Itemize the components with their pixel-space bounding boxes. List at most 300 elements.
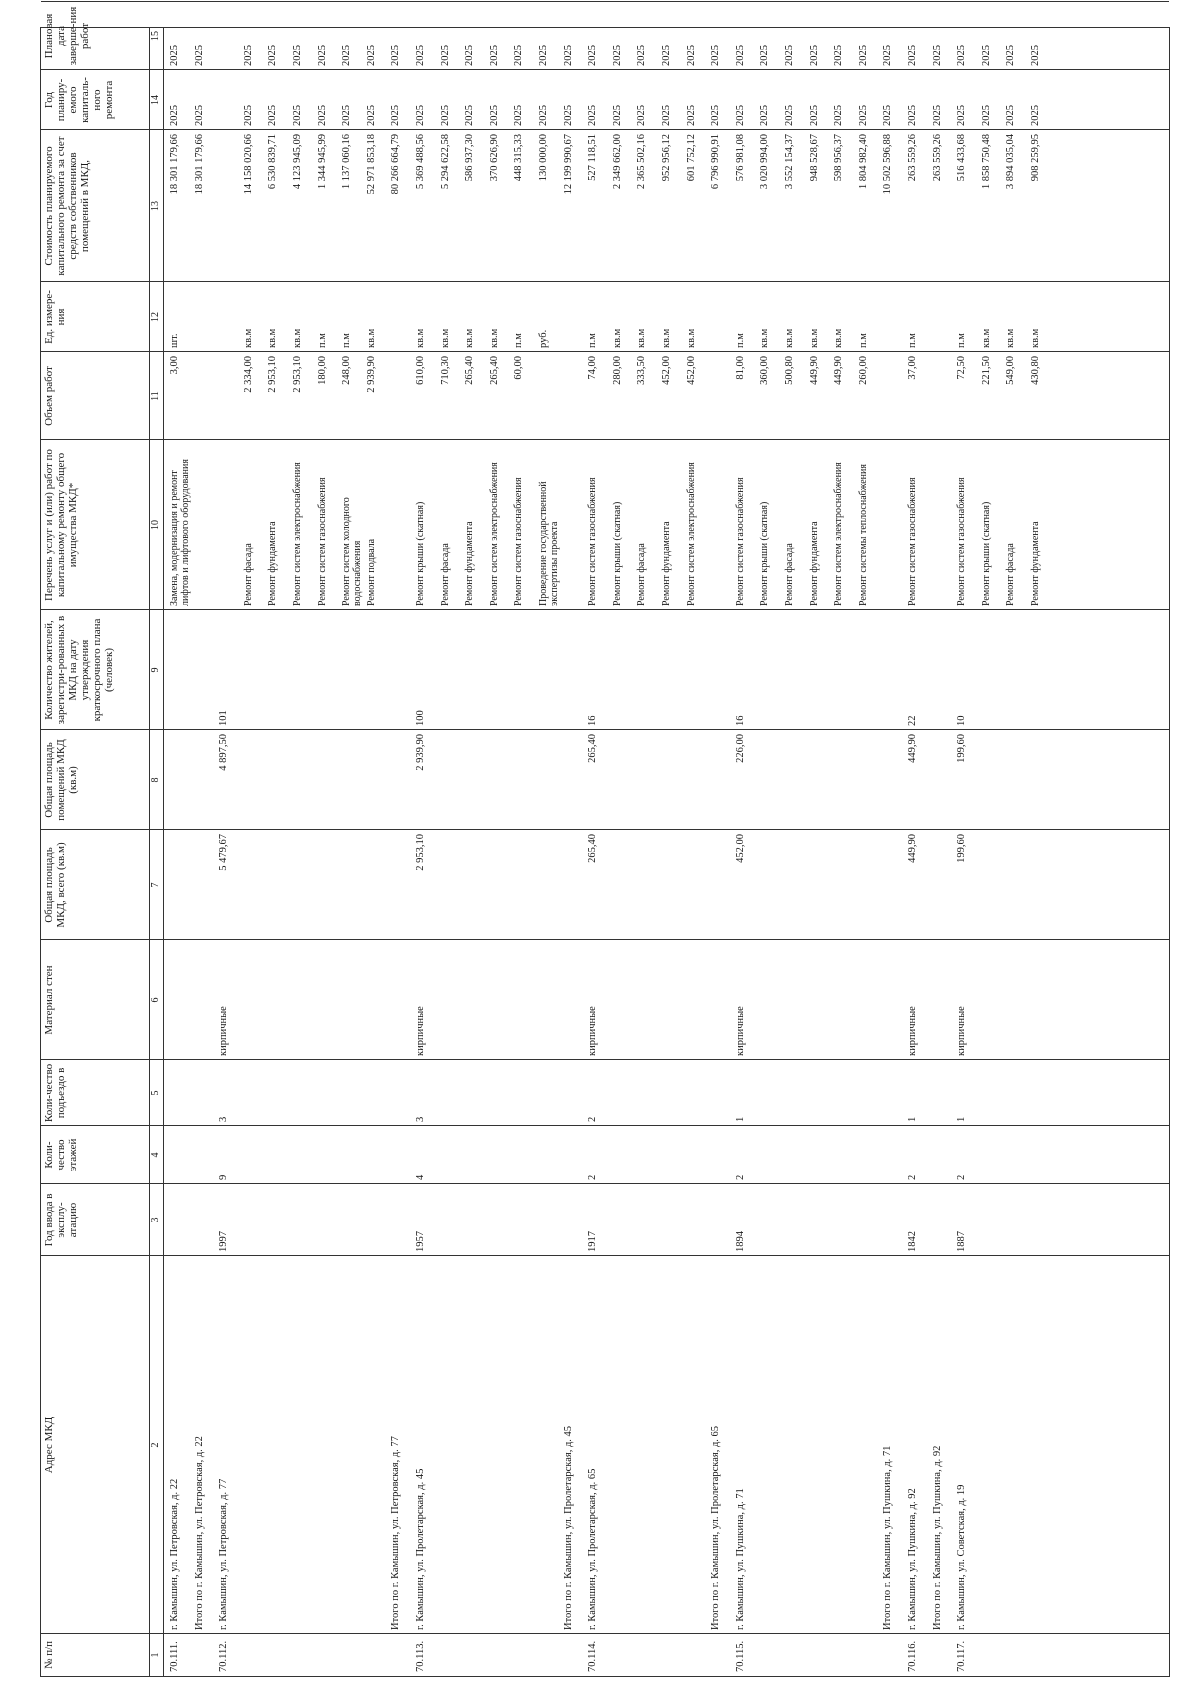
header-c2: Адрес МКД [43,1416,55,1474]
cell-c13: 448 315,33 [513,134,525,182]
header-c12: Ед. измере-ния [43,290,67,344]
header-c10: Перечень услуг и (или) работ по капитальному ремонту общего имущества МКД* [43,449,79,601]
cell-c4: 2 [734,1174,746,1180]
column-number: 10 [150,520,161,530]
column-divider [41,1125,1169,1126]
cell-c15: 2025 [710,45,722,66]
cell-c13: 12 199 990,67 [562,134,574,195]
cell-c13: 3 020 994,00 [759,134,771,190]
repair-plan-table [40,6,1170,1677]
cell-c8: 2 939,90 [415,734,426,771]
cell-c14: 2025 [980,105,992,126]
cell-c14: 2025 [734,105,746,126]
cell-c15: 2025 [242,45,254,66]
column-number: 11 [150,391,161,401]
cell-c10: Ремонт фасада [784,543,795,606]
cell-c11: 452,00 [661,356,672,385]
header-c13: Стоимость планируемого капитального ремонта за счет средств собственников помещений в МКД, [43,136,91,276]
cell-c6: кирпичные [415,1006,426,1056]
cell-c9: 16 [734,715,746,726]
cell-c15: 2025 [562,45,574,66]
cell-c2: г. Камышин, ул. Пролетарская, д. 45 [415,1468,426,1630]
header-c7: Общая площадь МКД, всего (кв.м) [43,842,67,928]
cell-c12: кв.м [242,328,254,348]
cell-c11: 2 953,10 [267,356,279,393]
cell-c12: кв.м [365,328,377,348]
cell-c11: 430,80 [1030,356,1041,385]
cell-c14: 2025 [415,105,426,126]
cell-c14: 2025 [365,105,377,126]
cell-c7: 5 479,67 [218,834,230,871]
cell-c8: 449,90 [907,734,918,763]
cell-c13: 18 301 179,66 [193,134,205,195]
cell-c11: 37,00 [907,356,918,380]
cell-c13: 1 344 945,99 [316,134,328,190]
cell-c10: Ремонт систем газоснабжения [907,477,918,606]
cell-c15: 2025 [316,45,328,66]
cell-c10: Ремонт крыши (скатная) [980,501,992,606]
cell-c13: 2 365 502,16 [636,134,648,190]
cell-c14: 2025 [833,105,845,126]
cell-c14: 2025 [956,105,968,126]
cell-c14: 2025 [193,105,205,126]
cell-c14: 2025 [169,105,180,126]
cell-c2: Итого по г. Камышин, ул. Петровская, д. 77 [390,1436,402,1630]
cell-c13: 18 301 179,66 [169,134,180,195]
cell-c13: 1 858 750,48 [980,134,992,190]
cell-c15: 2025 [1030,45,1041,66]
cell-c15: 2025 [1005,45,1017,66]
cell-c13: 576 981,08 [734,134,746,182]
cell-c12: п.м [513,333,525,348]
cell-c13: 5 294 622,58 [439,134,451,190]
cell-c13: 1 804 982,40 [857,134,869,190]
cell-c15: 2025 [390,45,402,66]
cell-c1: 70.114. [587,1640,599,1672]
header-c14: Год планиру-емого капиталь-ного ремонта [43,77,115,123]
cell-c14: 2025 [513,105,525,126]
cell-c13: 948 528,67 [808,134,820,182]
cell-c11: 221,50 [980,356,992,385]
cell-c14: 2025 [784,105,795,126]
cell-c10: Ремонт фундамента [267,521,279,606]
cell-c11: 449,90 [833,356,845,385]
cell-c11: 360,00 [759,356,771,385]
cell-c15: 2025 [784,45,795,66]
cell-c12: кв.м [759,328,771,348]
column-number: 1 [150,1652,161,1658]
cell-c10: Ремонт фундамента [464,521,476,606]
cell-c8: 226,00 [734,734,746,763]
column-divider [41,1183,1169,1184]
cell-c12: шт. [169,333,180,348]
cell-c15: 2025 [980,45,992,66]
column-divider [41,351,1169,352]
cell-c10: Ремонт фасада [636,543,648,606]
cell-c15: 2025 [833,45,845,66]
cell-c2: Итого по г. Камышин, ул. Пролетарская, д. 65 [710,1425,722,1630]
column-number: 2 [150,1442,161,1448]
cell-c11: 265,40 [488,356,500,385]
cell-c12: п.м [316,333,328,348]
cell-c14: 2025 [316,105,328,126]
cell-c12: п.м [734,333,746,348]
column-number: 7 [150,882,161,888]
header-c9: Количество жителей, зарегистри-рованных в МКД на дату утверждения краткосрочного плана (человек) [43,615,115,725]
cell-c14: 2025 [636,105,648,126]
cell-c13: 2 349 662,00 [611,134,623,190]
cell-c1: 70.117. [956,1640,968,1672]
cell-c10: Ремонт систем электроснабжения [685,462,697,606]
cell-c12: кв.м [415,328,426,348]
cell-c2: г. Камышин, ул. Петровская, д. 77 [218,1478,230,1630]
cell-c10: Замена, модернизация и ремонт лифтов и лифтового оборудования [169,459,191,606]
cell-c10: Ремонт фасада [242,543,254,606]
column-divider [41,829,1169,830]
cell-c11: 610,00 [415,356,426,385]
cell-c13: 130 000,00 [538,134,549,182]
cell-c12: кв.м [488,328,500,348]
cell-c13: 6 796 990,91 [710,134,722,190]
cell-c15: 2025 [685,45,697,66]
cell-c11: 500,80 [784,356,795,385]
cell-c12: кв.м [1030,328,1041,348]
cell-c14: 2025 [538,105,549,126]
cell-c13: 527 118,51 [587,134,599,181]
cell-c3: 1997 [218,1231,230,1252]
cell-c10: Ремонт фасада [1005,543,1017,606]
cell-c11: 2 953,10 [292,356,303,393]
cell-c14: 2025 [882,105,894,126]
cell-c8: 199,60 [956,734,968,763]
cell-c12: кв.м [980,328,992,348]
column-number: 3 [150,1217,161,1223]
cell-c1: 70.111. [169,1641,180,1672]
column-divider [41,939,1169,940]
cell-c15: 2025 [734,45,746,66]
cell-c2: Итого по г. Камышин, ул. Пушкина, д. 71 [882,1445,894,1630]
cell-c11: 2 334,00 [242,356,254,393]
cell-c14: 2025 [611,105,623,126]
cell-c14: 2025 [931,105,943,126]
column-number: 13 [150,201,161,211]
header-c4: Коли-чество этажей [43,1138,79,1172]
header-c15: Плановая дата заверше-ния работ [43,6,91,66]
cell-c10: Ремонт крыши (скатная) [415,501,426,606]
cell-c14: 2025 [857,105,869,126]
cell-c10: Ремонт фасада [439,543,451,606]
cell-c1: 70.116. [907,1640,918,1672]
cell-c12: п.м [907,333,918,348]
cell-c14: 2025 [341,105,353,126]
cell-c14: 2025 [759,105,771,126]
cell-c13: 598 956,37 [833,134,845,182]
column-number: 4 [150,1152,161,1158]
cell-c12: кв.м [1005,328,1017,348]
cell-c15: 2025 [292,45,303,66]
cell-c6: кирпичные [587,1006,599,1056]
cell-c11: 3,00 [169,356,180,375]
cell-c3: 1842 [907,1231,918,1252]
cell-c10: Ремонт фундамента [808,521,820,606]
cell-c10: Ремонт систем газоснабжения [956,477,968,606]
cell-c13: 586 937,30 [464,134,476,182]
cell-c3: 1957 [415,1231,426,1252]
cell-c12: кв.м [685,328,697,348]
cell-c14: 2025 [562,105,574,126]
column-divider [41,439,1169,440]
cell-c9: 10 [956,715,968,726]
cell-c10: Ремонт крыши (скатная) [611,501,623,606]
cell-c5: 1 [956,1116,968,1122]
cell-c1: 70.113. [415,1640,426,1672]
cell-c14: 2025 [488,105,500,126]
column-divider [41,1059,1169,1060]
cell-c12: кв.м [611,328,623,348]
cell-c4: 9 [218,1174,230,1180]
cell-c7: 265,40 [587,834,599,863]
cell-c12: кв.м [292,328,303,348]
cell-c15: 2025 [464,45,476,66]
cell-c11: 72,50 [956,356,968,380]
cell-c15: 2025 [439,45,451,66]
cell-c15: 2025 [931,45,943,66]
cell-c7: 452,00 [734,834,746,863]
cell-c10: Ремонт фундамента [1030,521,1041,606]
cell-c10: Ремонт систем газоснабжения [316,477,328,606]
cell-c14: 2025 [439,105,451,126]
cell-c10: Ремонт систем холодного водоснабжения [341,497,364,606]
cell-c11: 710,30 [439,356,451,385]
column-number: 6 [150,997,161,1003]
cell-c11: 280,00 [611,356,623,385]
column-number: 14 [150,95,161,105]
cell-c15: 2025 [365,45,377,66]
cell-c10: Ремонт подвала [365,538,377,606]
cell-c13: 6 530 839,71 [267,134,279,190]
cell-c7: 199,60 [956,834,968,863]
column-number: 15 [150,31,161,41]
cell-c11: 449,90 [808,356,820,385]
cell-c10: Ремонт систем электроснабжения [488,462,500,606]
cell-c12: кв.м [636,328,648,348]
cell-c10: Проведение государственной экспертизы проекта [538,481,560,606]
column-divider [41,281,1169,282]
cell-c13: 1 137 060,16 [341,134,353,190]
cell-c12: кв.м [439,328,451,348]
cell-c7: 2 953,10 [415,834,426,871]
cell-c12: п.м [857,333,869,348]
cell-c11: 2 939,90 [365,356,377,393]
cell-c13: 10 502 596,88 [882,134,894,195]
cell-c9: 101 [218,710,230,726]
cell-c15: 2025 [415,45,426,66]
column-divider [41,609,1169,610]
column-divider [41,1633,1169,1634]
cell-c14: 2025 [242,105,254,126]
cell-c10: Ремонт систем газоснабжения [587,477,599,606]
column-number: 5 [150,1090,161,1096]
cell-c10: Ремонт систем электроснабжения [292,462,303,606]
cell-c10: Ремонт фундамента [661,521,672,606]
cell-c6: кирпичные [734,1006,746,1056]
cell-c12: кв.м [833,328,845,348]
cell-c15: 2025 [857,45,869,66]
cell-c4: 2 [956,1174,968,1180]
cell-c11: 333,50 [636,356,648,385]
cell-c11: 248,00 [341,356,353,385]
cell-c2: Итого по г. Камышин, ул. Пушкина, д. 92 [931,1445,943,1630]
cell-c13: 4 123 945,09 [292,134,303,190]
cell-c14: 2025 [685,105,697,126]
cell-c11: 180,00 [316,356,328,385]
cell-c2: г. Камышин, ул. Пушкина, д. 92 [907,1488,918,1630]
cell-c13: 908 259,95 [1030,134,1041,182]
cell-c15: 2025 [341,45,353,66]
cell-c11: 74,00 [587,356,599,380]
column-divider [41,69,1169,70]
cell-c14: 2025 [808,105,820,126]
cell-c5: 1 [907,1116,918,1122]
cell-c14: 2025 [710,105,722,126]
cell-c11: 260,00 [857,356,869,385]
cell-c15: 2025 [488,45,500,66]
cell-c5: 3 [218,1116,230,1122]
cell-c11: 549,00 [1005,356,1017,385]
cell-c14: 2025 [292,105,303,126]
cell-c14: 2025 [464,105,476,126]
cell-c12: кв.м [267,328,279,348]
cell-c4: 4 [415,1174,426,1180]
cell-c15: 2025 [169,45,180,66]
cell-c12: кв.м [808,328,820,348]
column-divider [41,1,1169,2]
header-c1: № п/п [43,1640,55,1670]
cell-c13: 3 894 035,04 [1005,134,1017,190]
cell-c13: 370 626,90 [488,134,500,182]
column-divider [41,129,1169,130]
column-number: 8 [150,777,161,783]
header-c3: Год ввода в эксплу-атацию [43,1193,79,1247]
cell-c9: 100 [415,710,426,726]
cell-c3: 1887 [956,1231,968,1252]
cell-c2: г. Камышин, ул. Пролетарская, д. 65 [587,1468,599,1630]
cell-c12: п.м [341,333,353,348]
cell-c12: кв.м [661,328,672,348]
cell-c13: 263 559,26 [907,134,918,182]
cell-c15: 2025 [882,45,894,66]
cell-c11: 60,00 [513,356,525,380]
cell-c14: 2025 [907,105,918,126]
cell-c15: 2025 [513,45,525,66]
cell-c15: 2025 [267,45,279,66]
header-c6: Материал стен [43,965,55,1035]
cell-c13: 5 369 488,56 [415,134,426,190]
cell-c13: 52 971 853,18 [365,134,377,195]
cell-c1: 70.112. [218,1640,230,1672]
header-c11: Объем работ [43,366,55,426]
column-number: 12 [150,312,161,322]
column-number-divider [163,28,164,1676]
cell-c10: Ремонт системы теплоснабжения [857,464,869,606]
cell-c14: 2025 [267,105,279,126]
cell-c2: Итого по г. Камышин, ул. Петровская, д. 22 [193,1436,205,1630]
cell-c14: 2025 [587,105,599,126]
cell-c13: 80 266 664,79 [390,134,402,195]
cell-c10: Ремонт систем электроснабжения [833,462,845,606]
cell-c13: 14 158 020,66 [242,134,254,195]
cell-c14: 2025 [1005,105,1017,126]
column-divider [41,1255,1169,1256]
cell-c10: Ремонт крыши (скатная) [759,501,771,606]
cell-c15: 2025 [538,45,549,66]
cell-c14: 2025 [661,105,672,126]
cell-c11: 81,00 [734,356,746,380]
header-c16 [41,0,149,2]
cell-c2: г. Камышин, ул. Пушкина, д. 71 [734,1488,746,1630]
cell-c15: 2025 [759,45,771,66]
cell-c3: 1894 [734,1231,746,1252]
cell-c8: 4 897,50 [218,734,230,771]
cell-c15: 2025 [661,45,672,66]
cell-c9: 16 [587,715,599,726]
cell-c15: 2025 [587,45,599,66]
cell-c15: 2025 [636,45,648,66]
cell-c11: 452,00 [685,356,697,385]
cell-c12: кв.м [464,328,476,348]
cell-c12: п.м [587,333,599,348]
header-c5: Коли-чество подъездо в [43,1063,67,1123]
cell-c15: 2025 [193,45,205,66]
cell-c15: 2025 [956,45,968,66]
cell-c2: г. Камышин, ул. Петровская, д. 22 [169,1478,180,1630]
column-number: 9 [150,667,161,673]
cell-c3: 1917 [587,1231,599,1252]
cell-c7: 449,90 [907,834,918,863]
column-divider [41,729,1169,730]
cell-c9: 22 [907,715,918,726]
cell-c5: 2 [587,1116,599,1122]
cell-c10: Ремонт систем газоснабжения [513,477,525,606]
cell-c15: 2025 [611,45,623,66]
cell-c6: кирпичные [956,1006,968,1056]
column-number [150,0,161,2]
cell-c2: г. Камышин, ул. Советская, д. 19 [956,1484,968,1630]
cell-c13: 952 956,12 [661,134,672,182]
cell-c5: 3 [415,1116,426,1122]
cell-c1: 70.115. [734,1640,746,1672]
cell-c12: п.м [956,333,968,348]
cell-c11: 265,40 [464,356,476,385]
cell-c2: Итого по г. Камышин, ул. Пролетарская, д. 45 [562,1425,574,1630]
cell-c13: 263 559,26 [931,134,943,182]
cell-c14: 2025 [1030,105,1041,126]
cell-c4: 2 [587,1174,599,1180]
cell-c8: 265,40 [587,734,599,763]
cell-c15: 2025 [808,45,820,66]
cell-c6: кирпичные [907,1006,918,1056]
cell-c13: 601 752,12 [685,134,697,182]
cell-c6: кирпичные [218,1006,230,1056]
cell-c12: руб. [538,329,549,348]
header-c8: Общая площадь помещений МКД (кв.м) [43,739,79,821]
cell-c13: 3 552 154,37 [784,134,795,190]
cell-c14: 2025 [390,105,402,126]
cell-c4: 2 [907,1174,918,1180]
cell-c5: 1 [734,1116,746,1122]
cell-c13: 516 433,68 [956,134,968,182]
cell-c12: кв.м [784,328,795,348]
